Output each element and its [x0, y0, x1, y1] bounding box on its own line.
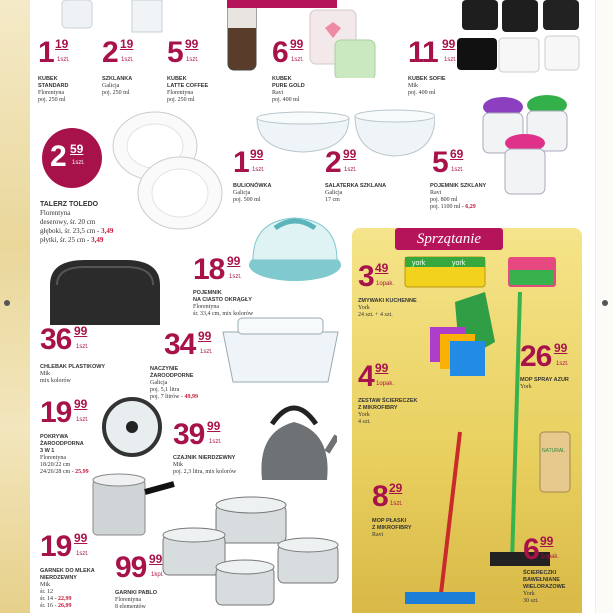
desc-mop-spray: MOP SPRAY AZUR York — [520, 377, 569, 390]
sofie-mugs-illustration — [457, 0, 592, 80]
desc-pojemnik-ciasto: POJEMNIK NA CIASTO OKRĄGŁY Florentyna śr. 33,4 cm, mix kolorów — [193, 290, 254, 317]
price-garnek-mleka: 19 99 1szt. — [40, 530, 89, 563]
lid-illustration — [100, 395, 165, 460]
kettle-illustration — [252, 392, 337, 482]
desc-szklanka: SZKLANKA Galicja poj. 250 ml — [102, 76, 133, 96]
desc-pokrywa: POKRYWA ŻAROODPORNA 3 W 1 Florentyna 18/20/22 cm 24/26/28 cm - 25,99 — [40, 434, 89, 475]
price-zestaw: 4 99 1opak. — [358, 360, 395, 393]
price-garnki-pablo: 99 99 1kpl. — [115, 551, 164, 584]
price-szklanka: 2 19 1szt. — [102, 36, 134, 69]
top-ribbon — [227, 0, 337, 8]
desc-salaterka: SALATERKA SZKLANA Galicja 17 cm — [325, 183, 387, 203]
price-pojemnik-ciasto: 18 99 1szt. — [193, 253, 242, 286]
desc-czajnik: CZAJNIK NIERDZEWNY Mik poj. 2,3 litra, mix kolorów — [173, 455, 237, 475]
sponge-pack-logo-left: york — [412, 260, 426, 267]
price-salaterka: 2 99 1szt. — [325, 146, 357, 179]
bread-box-illustration — [45, 255, 165, 330]
price-mop-plaski: 8 29 1szt. — [372, 480, 403, 513]
price-pokrywa: 19 99 1szt. — [40, 396, 89, 429]
price-zmywaki: 3 49 1opak. — [358, 260, 395, 293]
page-marker-dot — [4, 300, 10, 306]
price-naczynie: 34 99 1szt. — [164, 328, 213, 361]
desc-kubek-standard: KUBEK STANDARD Florentyna poj. 250 ml — [38, 76, 69, 103]
desc-kubek-latte: KUBEK LATTE COFFEE Florentyna poj. 250 ml — [167, 76, 209, 103]
price-chlebak: 36 99 1szt. — [40, 323, 89, 356]
price-sciereczki: 6 99 1opak. — [523, 533, 560, 566]
sponge-pack-logo-right: york — [452, 260, 466, 267]
cleaning-section-banner: Sprzątanie — [395, 228, 503, 250]
desc-garnek-mleka: GARNEK DO MLEKA NIERDZEWNY Mik śr. 12 śr. 14 - 22,99 śr. 16 - 26,99 — [40, 568, 95, 609]
desc-bulionowka: BULIONÓWKA Galicja poj. 500 ml — [233, 183, 272, 203]
price-kubek-pure-gold: 6 99 1szt. — [272, 36, 304, 69]
desc-zestaw: ZESTAW ŚCIERECZEK Z MIKROFIBRY York 4 szt. — [358, 398, 418, 425]
desc-garnki-pablo: GARNKI PABLO Florentyna 8 elementów — [115, 590, 158, 610]
glass-jars-illustration — [475, 95, 585, 200]
price-czajnik: 39 99 1szt. — [173, 418, 222, 451]
wipes-jar-label: NATURAL — [542, 448, 565, 454]
price-pojemnik-szklany: 5 69 1szt. — [432, 146, 464, 179]
desc-mop-plaski: MOP PŁASKI Z MIKROFIBRY Ravi — [372, 518, 412, 538]
next-page-strip — [595, 0, 613, 613]
desc-pojemnik-szklany: POJEMNIK SZKLANY Ravi poj. 800 ml poj. 1100 ml - 6,29 — [430, 183, 487, 210]
glass-dish-illustration — [218, 312, 343, 387]
desc-zmywaki: ZMYWAKI KUCHENNE York 24 szt. + 4 szt. — [358, 298, 417, 318]
cake-container-illustration — [245, 210, 345, 285]
price-kubek-sofie: 11 99 1szt. — [408, 36, 457, 69]
desc-naczynie: NACZYNIE ŻAROODPORNE Galicja poj. 5,1 litra poj. 7 litrów - 49,99 — [150, 366, 198, 400]
desc-kubek-pure-gold: KUBEK PURE GOLD Ravi poj. 400 ml — [272, 76, 305, 103]
pots-set-illustration — [158, 485, 348, 610]
price-kubek-latte: 5 99 1szt. — [167, 36, 199, 69]
price-bulionowka: 1 99 1szt. — [233, 146, 265, 179]
price-kubek-standard: 1 19 1szt. — [38, 36, 70, 69]
desc-talerz: TALERZ TOLEDO Florentyna deserowy, śr. 20 cm głęboki, śr. 23,5 cm - 3,49 płytki, śr. 25 cm - 3,49 — [40, 201, 114, 244]
price-badge-talerz: 2 59 1szt. — [42, 128, 102, 188]
page-marker-dot — [602, 300, 608, 306]
desc-chlebak: CHLEBAK PLASTIKOWY Mik mix kolorów — [40, 364, 106, 384]
gold-side-border — [0, 0, 30, 613]
plates-illustration — [110, 108, 225, 233]
price-mop-spray: 26 99 1szt. — [520, 340, 569, 373]
desc-sciereczki: ŚCIERECZKI BAWEŁNIANE WIELORAZOWE York 30 szt. — [523, 570, 566, 604]
desc-kubek-sofie: KUBEK SOFIE Mik poj. 400 ml — [408, 76, 446, 96]
